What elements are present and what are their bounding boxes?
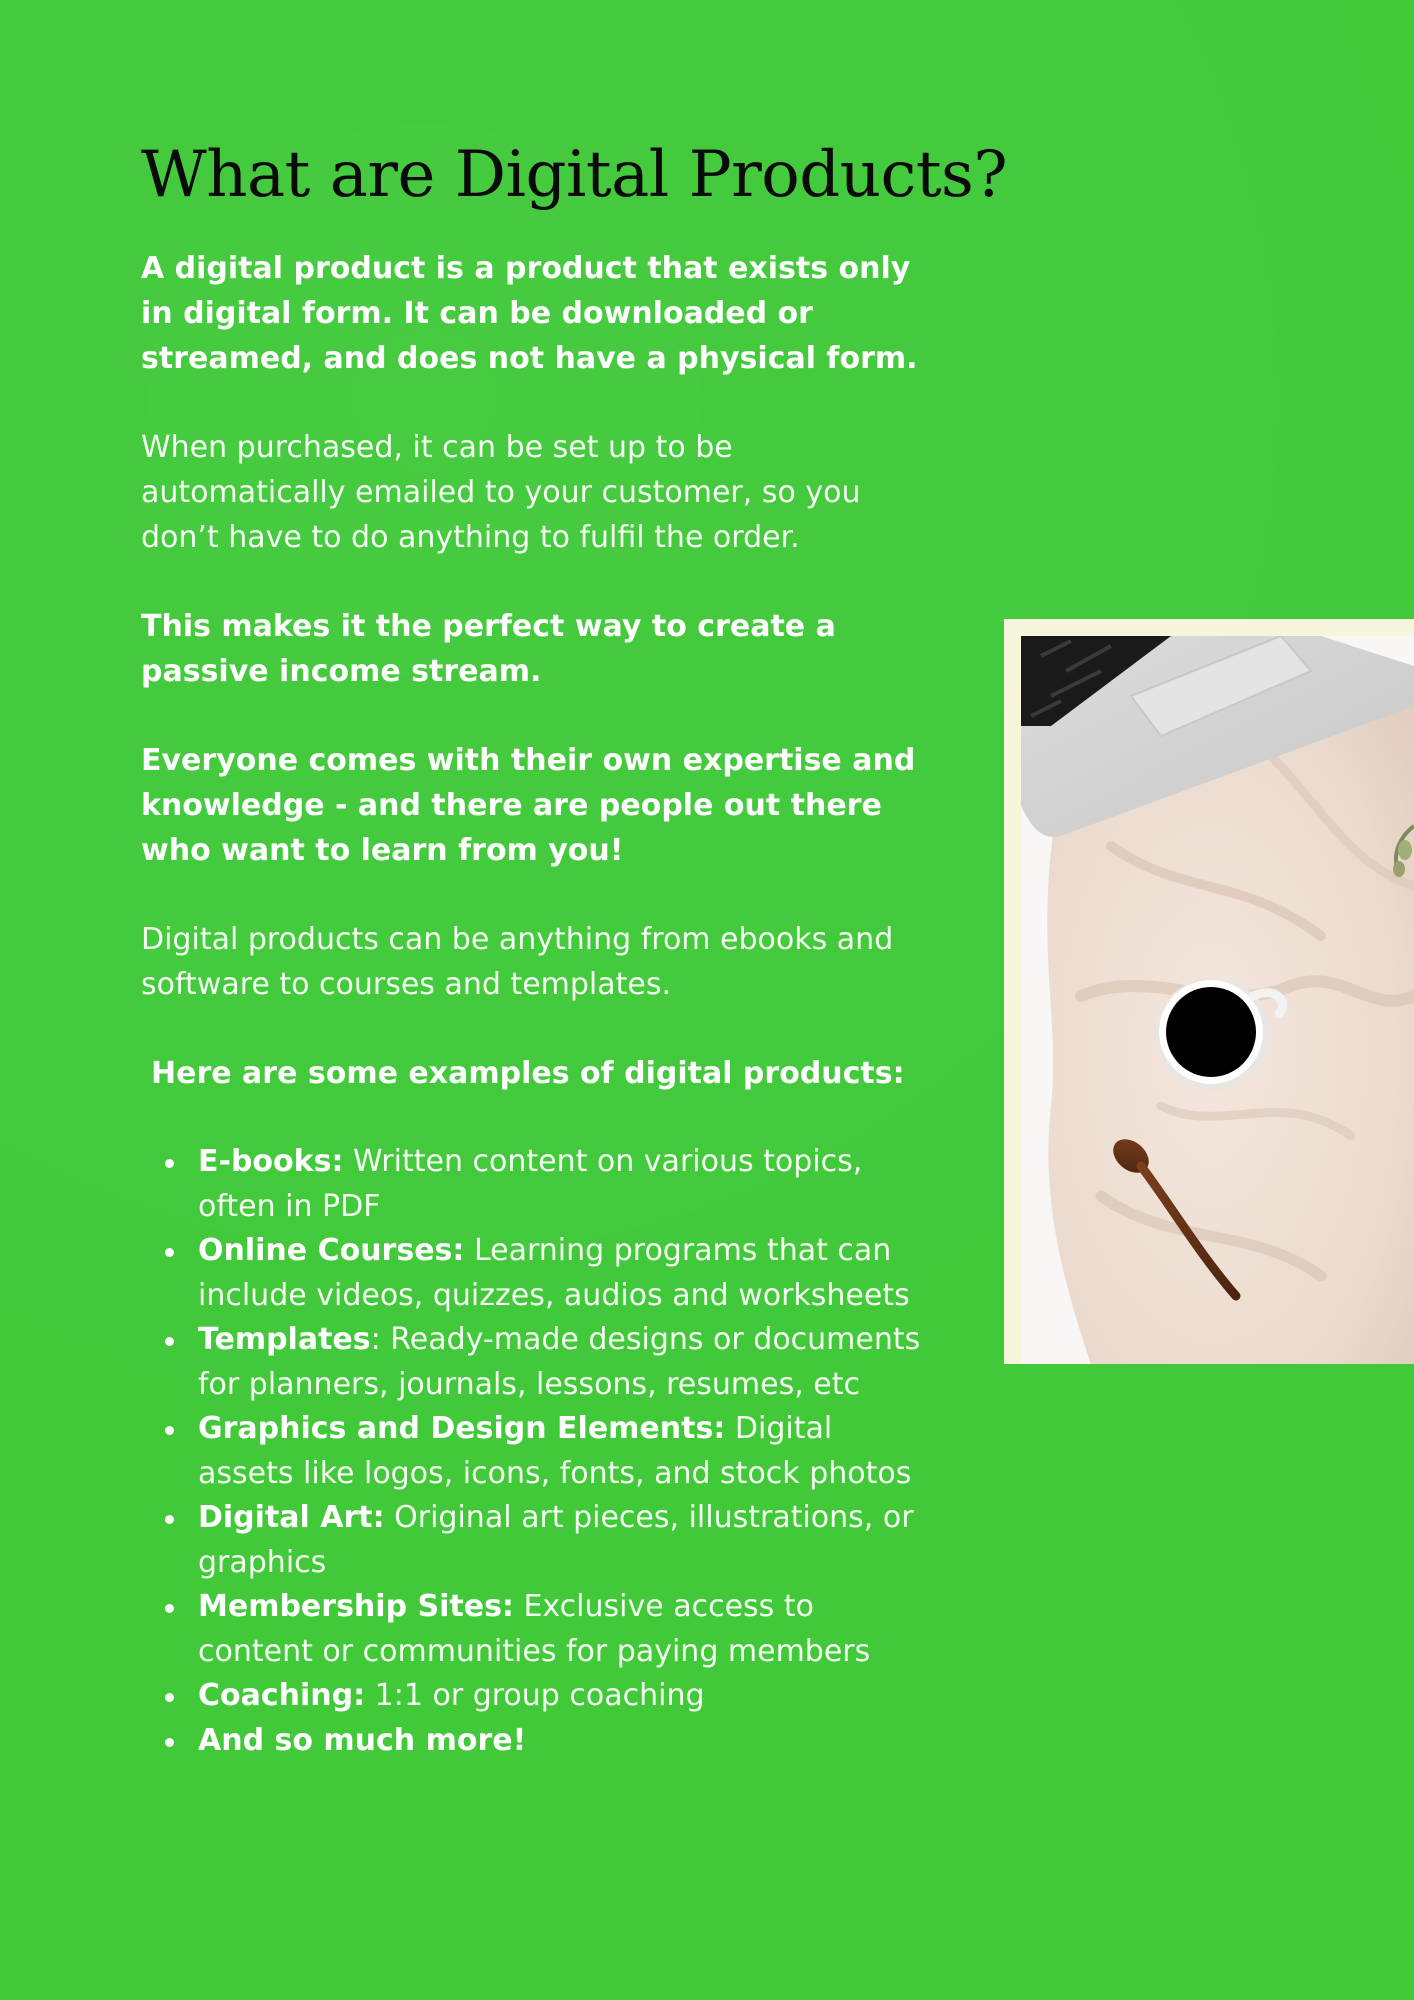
list-item-term: And so much more!	[198, 1722, 527, 1758]
paragraph-definition: A digital product is a product that exists only in digital form. It can be downloaded or streamed, and does not have a physical form.	[141, 251, 918, 376]
list-item-description: Written content on various topics, often in PDF	[198, 1144, 863, 1224]
list-item-description: Learning programs that can include videos, quizzes, audios and worksheets	[198, 1233, 910, 1313]
list-item-term: Online Courses:	[198, 1233, 465, 1268]
bullet-icon	[165, 1248, 174, 1257]
list-item-term: Coaching:	[198, 1678, 366, 1713]
main-content	[141, 130, 1008, 1763]
list-item	[198, 1496, 921, 1585]
bullet-icon	[165, 1159, 174, 1168]
paragraph-expertise: Everyone comes with their own expertise and knowledge - and there are people out there who want to learn from you!	[141, 743, 916, 868]
paragraph-passive-income: This makes it the perfect way to create a passive income stream.	[141, 609, 836, 689]
list-item-term: Graphics and Design Elements:	[198, 1411, 726, 1446]
examples-heading: Here are some examples of digital products:	[151, 1056, 905, 1091]
list-item-term: Digital Art:	[198, 1500, 385, 1535]
list-item-term: Membership Sites:	[198, 1589, 514, 1624]
photo-frame	[1004, 619, 1414, 1364]
list-item	[198, 1229, 921, 1318]
bullet-icon	[165, 1515, 174, 1524]
paragraph-product-range: Digital products can be anything from ebooks and software to courses and templates.	[141, 922, 894, 1002]
bullet-icon	[165, 1337, 174, 1346]
examples-list	[141, 1140, 921, 1763]
list-item-description: Original art pieces, illustrations, or graphics	[198, 1500, 914, 1580]
paragraph-delivery: When purchased, it can be set up to be automatically emailed to your customer, so you don’t have to do anything to fulfil the order.	[141, 430, 861, 555]
bullet-icon	[165, 1693, 174, 1702]
list-item-term: Templates	[198, 1322, 371, 1357]
workspace-photo-illustration	[1021, 636, 1414, 1364]
list-item	[198, 1719, 921, 1764]
workspace-photo	[1021, 636, 1414, 1364]
list-item	[198, 1407, 921, 1496]
list-item-term: E-books:	[198, 1144, 344, 1179]
list-item	[198, 1674, 921, 1719]
bullet-icon	[165, 1738, 174, 1747]
list-item-description: : Ready-made designs or documents for planners, journals, lessons, resumes, etc	[198, 1322, 921, 1402]
list-item	[198, 1140, 921, 1229]
list-item	[198, 1318, 921, 1407]
bullet-icon	[165, 1604, 174, 1613]
list-item	[198, 1585, 921, 1674]
bullet-icon	[165, 1426, 174, 1435]
page-title: What are Digital Products?	[141, 138, 1008, 212]
list-item-description: 1:1 or group coaching	[365, 1678, 705, 1713]
list-item-description: Digital assets like logos, icons, fonts, and stock photos	[198, 1411, 912, 1491]
list-item-description: Exclusive access to content or communities for paying members	[198, 1589, 871, 1669]
